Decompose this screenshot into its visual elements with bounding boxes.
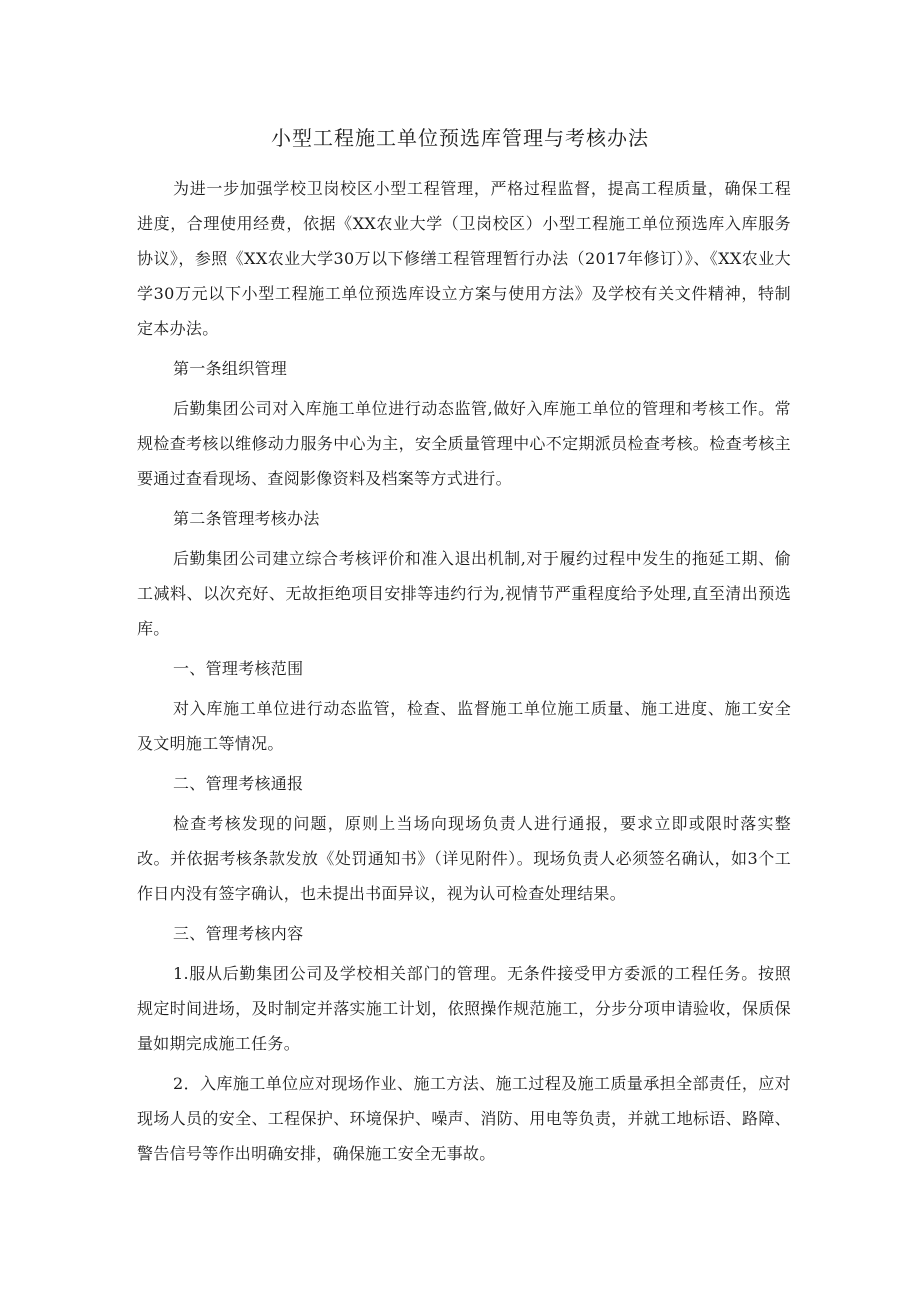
section1-heading: 一、管理考核范围 (173, 659, 304, 678)
section3-heading: 三、管理考核内容 (173, 924, 304, 943)
article1-heading: 第一条组织管理 (173, 359, 288, 378)
article2-heading: 第二条管理考核办法 (173, 509, 320, 528)
section1-paragraph: 对入库施工单位进行动态监管，检查、监督施工单位施工质量、施工进度、施工安全及文明施工等情况。 (137, 699, 791, 753)
document-body (137, 171, 791, 1171)
section2-heading: 二、管理考核通报 (173, 774, 304, 793)
section3-item1-paragraph: 1.服从后勤集团公司及学校相关部门的管理。无条件接受甲方委派的工程任务。按照规定时间进场，及时制定并落实施工计划，依照操作规范施工，分步分项申请验收，保质保量如期完成施工任务。 (137, 964, 791, 1053)
section2-paragraph: 检查考核发现的问题，原则上当场向现场负责人进行通报，要求立即或限时落实整改。并依据考核条款发放《处罚通知书》（详见附件）。现场负责人必须签名确认，如3个工作日内没有签字确认，也未提出书面异议，视为认可检查处理结果。 (137, 814, 791, 903)
document-title: 小型工程施工单位预选库管理与考核办法 (271, 126, 649, 150)
article2-paragraph: 后勤集团公司建立综合考核评价和准入退出机制,对于履约过程中发生的拖延工期、偷工减料、以次充好、无故拒绝项目安排等违约行为,视情节严重程度给予处理,直至清出预选库。 (137, 549, 791, 638)
intro-paragraph: 为进一步加强学校卫岗校区小型工程管理，严格过程监督，提高工程质量，确保工程进度，合理使用经费，依据《XX农业大学（卫岗校区）小型工程施工单位预选库入库服务协议》，参照《XX农业大学30万以下修缮工程管理暂行办法（2017年修订）》、《XX农业大学30万元以下小型工程施工单位预选库设立方案与使用方法》及学校有关文件精神，特制定本办法。 (137, 179, 791, 338)
section3-item2-paragraph: 2．入库施工单位应对现场作业、施工方法、施工过程及施工质量承担全部责任，应对现场人员的安全、工程保护、环境保护、噪声、消防、用电等负责，并就工地标语、路障、警告信号等作出明确安排，确保施工安全无事故。 (137, 1074, 791, 1163)
article1-paragraph: 后勤集团公司对入库施工单位进行动态监管,做好入库施工单位的管理和考核工作。常规检查考核以维修动力服务中心为主，安全质量管理中心不定期派员检查考核。检查考核主要通过查看现场、查阅影像资料及档案等方式进行。 (137, 399, 791, 488)
